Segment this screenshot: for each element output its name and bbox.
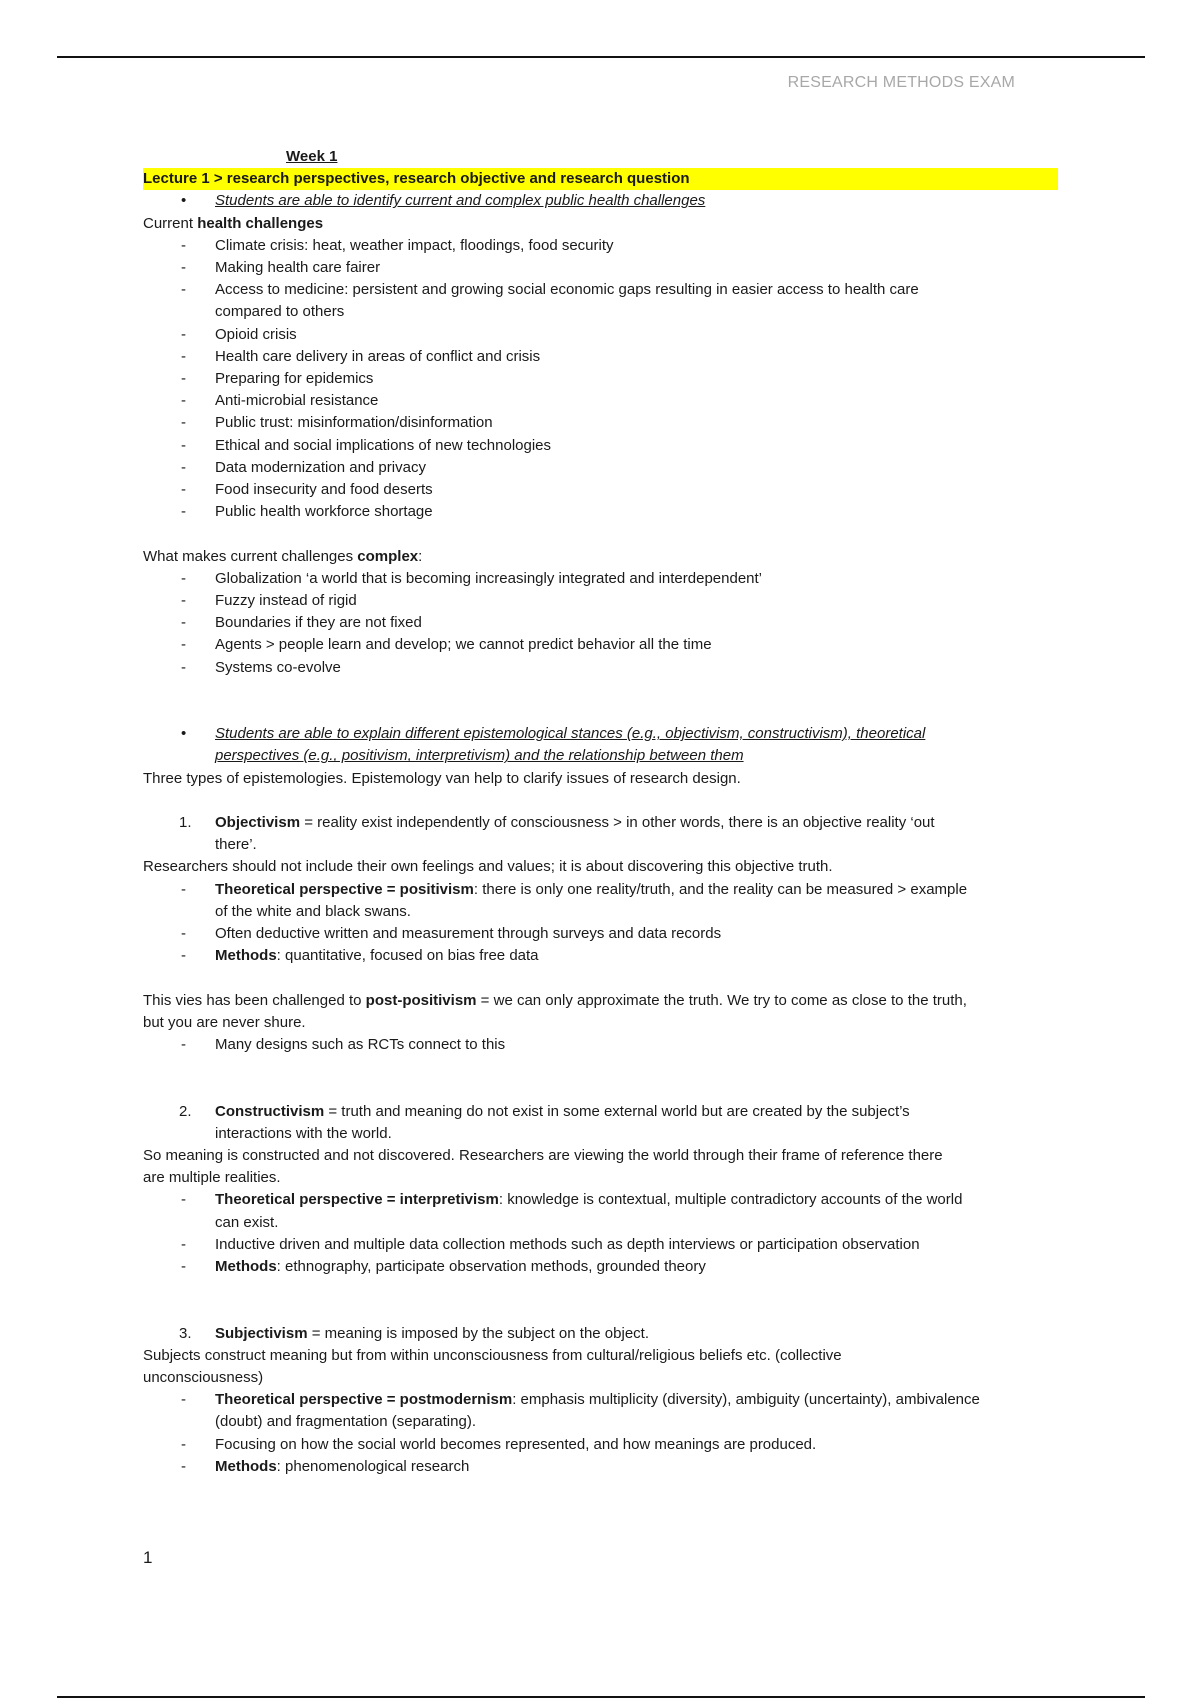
numbered-item-constructivism: 2. Constructivism = truth and meaning do not exist in some external world but are created by the subject’s bbox=[179, 1102, 910, 1120]
list-item: - Data modernization and privacy bbox=[181, 458, 426, 476]
list-item-continuation: compared to others bbox=[215, 303, 345, 321]
header-rule bbox=[57, 56, 1145, 58]
learning-objective-2: • Students are able to explain different epistemological stances (e.g., objectivism, constructivism), theoretical bbox=[143, 723, 1058, 745]
paragraph: So meaning is constructed and not discovered. Researchers are viewing the world through their frame of reference there bbox=[143, 1147, 943, 1165]
list-item: - Health care delivery in areas of conflict and crisis bbox=[181, 347, 541, 365]
lecture-heading: Lecture 1 > research perspectives, research objective and research question bbox=[143, 168, 1058, 190]
complex-label: What makes current challenges complex: bbox=[143, 547, 423, 565]
list-item: - Public trust: misinformation/disinformation bbox=[181, 414, 493, 432]
list-item: - Theoretical perspective = postmodernism: emphasis multiplicity (diversity), ambiguity (uncertainty), ambivalence bbox=[181, 1391, 980, 1409]
list-item: - Focusing on how the social world becomes represented, and how meanings are produced. bbox=[181, 1435, 817, 1453]
numbered-item-continuation: there’. bbox=[215, 836, 257, 854]
paragraph: Subjects construct meaning but from within unconsciousness from cultural/religious beliefs etc. (collective bbox=[143, 1346, 842, 1364]
week-heading: Week 1 bbox=[286, 148, 338, 165]
paragraph: are multiple realities. bbox=[143, 1169, 281, 1187]
learning-objective-2-continuation: perspectives (e.g., positivism, interpretivism) and the relationship between them bbox=[215, 747, 744, 765]
paragraph: but you are never shure. bbox=[143, 1013, 306, 1031]
list-item: - Often deductive written and measurement through surveys and data records bbox=[181, 925, 722, 943]
list-item: - Systems co-evolve bbox=[181, 658, 341, 676]
list-item: - Many designs such as RCTs connect to this bbox=[181, 1036, 506, 1054]
list-item: - Opioid crisis bbox=[181, 325, 297, 343]
running-header: RESEARCH METHODS EXAM bbox=[787, 74, 1015, 91]
page-number: 1 bbox=[143, 1548, 153, 1567]
paragraph: Researchers should not include their own feelings and values; it is about discovering this objective truth. bbox=[143, 858, 833, 876]
bullet-dot-icon: • bbox=[181, 725, 187, 743]
bullet-dot-icon: • bbox=[181, 192, 187, 210]
epistemologies-intro: Three types of epistemologies. Epistemology van help to clarify issues of research design. bbox=[143, 769, 741, 787]
paragraph: unconsciousness) bbox=[143, 1369, 264, 1387]
list-item: - Fuzzy instead of rigid bbox=[181, 592, 357, 610]
list-item: - Theoretical perspective = positivism: there is only one reality/truth, and the reality can be measured > example bbox=[181, 880, 968, 898]
list-item: - Methods: ethnography, participate observation methods, grounded theory bbox=[181, 1258, 706, 1276]
list-item-continuation: can exist. bbox=[215, 1213, 279, 1231]
list-item: - Globalization ‘a world that is becoming increasingly integrated and interdependent’ bbox=[181, 569, 763, 587]
list-item: - Anti-microbial resistance bbox=[181, 392, 379, 410]
list-item: - Food insecurity and food deserts bbox=[181, 481, 433, 499]
numbered-item-continuation: interactions with the world. bbox=[215, 1124, 392, 1142]
list-item: - Access to medicine: persistent and growing social economic gaps resulting in easier access to health care bbox=[181, 281, 919, 299]
list-item: - Methods: quantitative, focused on bias free data bbox=[181, 947, 539, 965]
list-item: - Ethical and social implications of new technologies bbox=[181, 436, 552, 454]
list-item-continuation: (doubt) and fragmentation (separating). bbox=[215, 1413, 476, 1431]
numbered-item-subjectivism: 3. Subjectivism = meaning is imposed by the subject on the object. bbox=[179, 1324, 650, 1342]
list-item: - Agents > people learn and develop; we cannot predict behavior all the time bbox=[181, 636, 712, 654]
list-item: - Inductive driven and multiple data collection methods such as depth interviews or participation observation bbox=[181, 1235, 920, 1253]
paragraph: This vies has been challenged to post-positivism = we can only approximate the truth. We try to come as close to the truth, bbox=[143, 991, 967, 1009]
document-body bbox=[143, 146, 1058, 1478]
list-item: - Preparing for epidemics bbox=[181, 370, 374, 388]
list-item: - Climate crisis: heat, weather impact, floodings, food security bbox=[181, 236, 614, 254]
footer-rule bbox=[57, 1696, 1145, 1698]
list-item: - Boundaries if they are not fixed bbox=[181, 614, 422, 632]
list-item: - Theoretical perspective = interpretivism: knowledge is contextual, multiple contradictory accounts of the world bbox=[181, 1191, 963, 1209]
numbered-item-objectivism: 1. Objectivism = reality exist independently of consciousness > in other words, there is an objective reality ‘out bbox=[179, 814, 935, 832]
list-item: - Methods: phenomenological research bbox=[181, 1457, 470, 1475]
list-item: - Making health care fairer bbox=[181, 259, 381, 277]
list-item-continuation: of the white and black swans. bbox=[215, 902, 411, 920]
current-challenges-label: Current health challenges bbox=[143, 214, 324, 232]
list-item: - Public health workforce shortage bbox=[181, 503, 433, 521]
learning-objective-1: • Students are able to identify current and complex public health challenges bbox=[143, 190, 1058, 212]
